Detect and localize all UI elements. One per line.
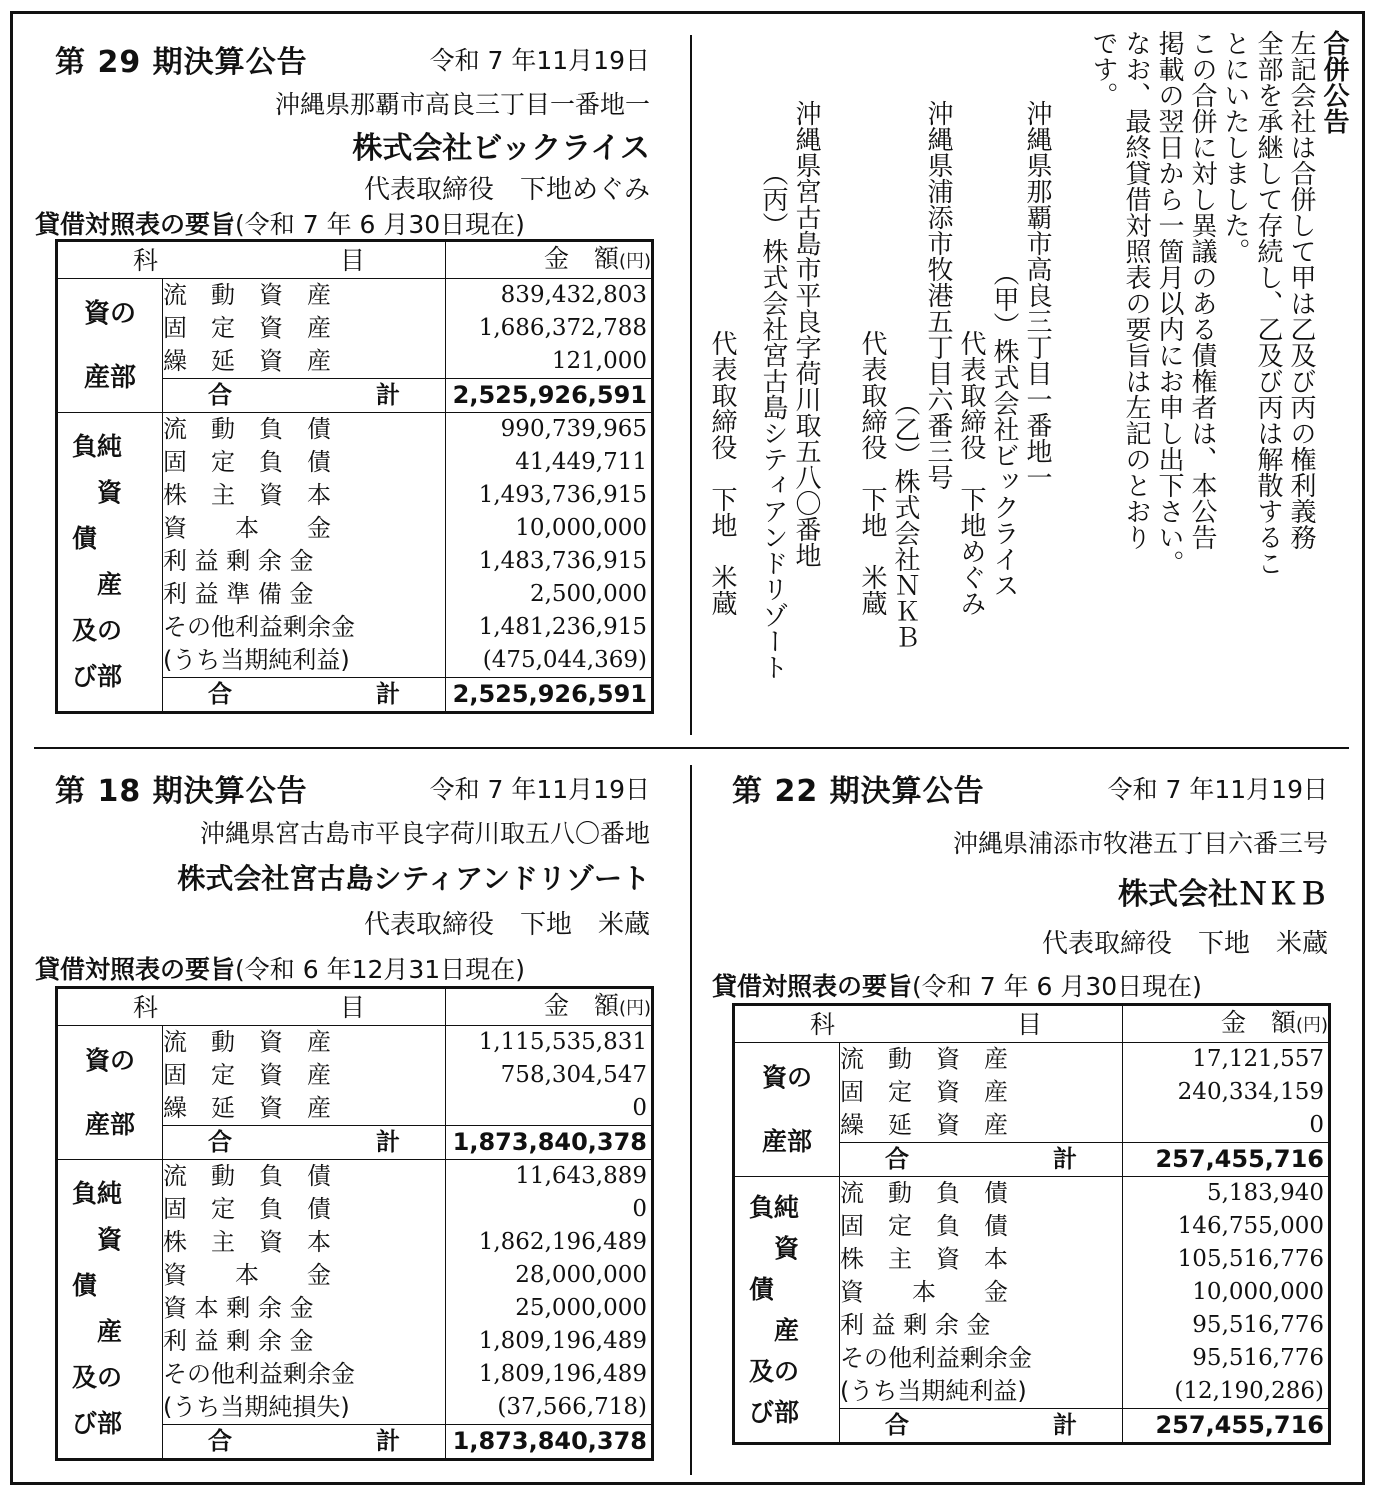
party-a-company: （甲）株式会社ビックライス [989,260,1019,598]
party-a-representative: 代表取締役 下地めぐみ [956,330,986,616]
notice-date: 令和 7 年11月19日 [429,46,650,75]
row-amount: 990,739,965 [500,416,647,442]
row-amount: 1,686,372,788 [478,315,647,341]
row-amount: 25,000,000 [515,1295,647,1321]
merger-text-line: 左記会社は合併して甲は乙及び丙の権利義務 [1286,30,1316,550]
balance-sheet-caption-date: (令和 6 年12月31日現在) [235,955,525,984]
subject-header: 科 目 [57,241,446,279]
merger-text-line: とにいたしました。 [1220,30,1250,264]
table-row [57,413,653,447]
total-label: 合 計 [840,1409,1123,1444]
party-a-address: 沖縄県那覇市高良三丁目一番地一 [1022,100,1052,490]
row-label: 利 益 準 備 金 [163,578,446,611]
merger-text-line: 全部を承継して存続し、乙及び丙は解散するこ [1253,30,1283,576]
balance-sheet-caption-title: 貸借対照表の要旨 [712,972,913,1001]
row-label: 流 動 資 産 [163,279,446,313]
company-name: 株式会社ビックライス [352,131,650,166]
balance-sheet-caption [712,967,1202,1003]
company-address: 沖縄県浦添市牧港五丁目六番三号 [952,829,1328,858]
row-label: 固 定 資 産 [840,1076,1123,1109]
notice-date: 令和 7 年11月19日 [1107,775,1328,804]
merger-text-line: この合併に対し異議のある債権者は、本公告 [1187,30,1217,550]
row-amount: 10,000,000 [515,515,647,541]
balance-sheet-caption-date: (令和 7 年 6 月30日現在) [912,972,1202,1001]
total-label: 合 計 [163,379,446,413]
row-label: 利 益 剰 余 金 [840,1309,1123,1342]
row-amount: 10,000,000 [1192,1279,1324,1305]
merger-text-line: です。 [1088,30,1118,108]
row-amount: 95,516,776 [1192,1345,1324,1371]
row-label: (うち当期純利益) [163,644,446,678]
table-row [57,279,653,313]
assets-section-label: 資の 産部 [57,279,163,413]
notice-title: 第 22 期決算公告 [732,774,985,809]
total-amount: 257,455,716 [1123,1409,1330,1444]
total-amount: 1,873,840,378 [446,1126,653,1160]
liabilities-section-label: 負純 資 債 産 及の び部 [734,1177,840,1444]
row-amount: 2,500,000 [529,581,647,607]
row-label: 資 本 金 [840,1276,1123,1309]
table-header-row [57,241,653,279]
row-amount: 1,809,196,489 [478,1361,647,1387]
settlement-notice-29 [35,37,651,737]
settlement-notice-18 [35,766,651,1481]
amount-header: 金 額(円) [446,241,653,279]
company-address: 沖縄県宮古島市平良字荷川取五八〇番地 [199,819,650,848]
row-amount: 146,755,000 [1177,1213,1324,1239]
balance-sheet-caption-title: 貸借対照表の要旨 [35,210,236,239]
row-label: 流 動 負 債 [840,1177,1123,1211]
row-label: (うち当期純利益) [840,1375,1123,1409]
merger-title: 合併公告 [1319,30,1349,134]
balance-sheet-table [55,239,654,714]
party-c-address: 沖縄県宮古島市平良字荷川取五八〇番地 [791,100,821,568]
company-name: 株式会社ＮＫＢ [1118,877,1328,912]
row-label: 株 主 資 本 [163,1226,446,1259]
amount-header: 金 額(円) [446,988,653,1026]
assets-section-label: 資の 産部 [57,1026,163,1160]
subject-header: 科 目 [734,1005,1123,1043]
total-amount: 1,873,840,378 [446,1425,653,1460]
representative: 代表取締役 下地 米蔵 [363,910,650,940]
row-label: 固 定 負 債 [163,446,446,479]
row-amount: 121,000 [551,348,647,374]
notice-title: 第 18 期決算公告 [55,774,308,809]
merger-text-line: 掲載の翌日から一箇月以内にお申し出下さい。 [1154,30,1184,576]
row-label: 流 動 負 債 [163,1160,446,1194]
row-label: (うち当期純損失) [163,1391,446,1425]
row-label: その他利益剰余金 [163,611,446,644]
horizontal-divider [34,747,1349,749]
row-label: その他利益剰余金 [840,1342,1123,1375]
row-amount: 0 [632,1196,647,1222]
balance-sheet-table [55,986,654,1461]
row-amount: (475,044,369) [482,647,647,673]
table-header-row [734,1005,1330,1043]
row-amount: 41,449,711 [515,449,647,475]
row-amount: 758,304,547 [500,1062,647,1088]
notice-title: 第 29 期決算公告 [55,45,308,80]
company-address: 沖縄県那覇市高良三丁目一番地一 [274,90,650,119]
row-label: 固 定 負 債 [840,1210,1123,1243]
balance-sheet-table [732,1003,1331,1445]
vertical-divider-top [690,35,692,735]
liabilities-section-label: 負純 資 債 産 及の び部 [57,1160,163,1460]
row-label: 繰 延 資 産 [163,345,446,379]
total-amount: 2,525,926,591 [446,379,653,413]
total-label: 合 計 [163,1425,446,1460]
party-b-representative: 代表取締役 下地 米蔵 [857,330,887,616]
row-amount: 105,516,776 [1177,1246,1324,1272]
row-label: 利 益 剰 余 金 [163,545,446,578]
liabilities-section-label: 負純 資 債 産 及の び部 [57,413,163,713]
row-amount: 17,121,557 [1192,1046,1324,1072]
row-label: 利 益 剰 余 金 [163,1325,446,1358]
row-amount: 1,115,535,831 [478,1029,647,1055]
table-row [734,1043,1330,1077]
table-header-row [57,988,653,1026]
row-label: 流 動 負 債 [163,413,446,447]
row-amount: 1,481,236,915 [478,614,647,640]
row-label: 繰 延 資 産 [840,1109,1123,1143]
total-amount: 2,525,926,591 [446,678,653,713]
amount-header: 金 額(円) [1123,1005,1330,1043]
row-amount: 240,334,159 [1177,1079,1324,1105]
party-c-representative: 代表取締役 下地 米蔵 [707,330,737,616]
merger-notice [705,30,1350,735]
total-label: 合 計 [163,678,446,713]
total-label: 合 計 [840,1143,1123,1177]
settlement-notice-22 [712,766,1328,1466]
vertical-divider-bottom [690,765,692,1475]
row-label: 固 定 負 債 [163,1193,446,1226]
balance-sheet-caption [35,205,525,241]
party-b-company: （乙）株式会社ＮＫＢ [890,390,920,650]
row-label: 資 本 剰 余 金 [163,1292,446,1325]
row-amount: 839,432,803 [500,282,647,308]
row-label: 流 動 資 産 [163,1026,446,1060]
subject-header: 科 目 [57,988,446,1026]
row-amount: 95,516,776 [1192,1312,1324,1338]
row-amount: 1,493,736,915 [478,482,647,508]
row-label: 資 本 金 [163,1259,446,1292]
representative: 代表取締役 下地 米蔵 [1041,929,1328,959]
row-amount: 1,809,196,489 [478,1328,647,1354]
row-amount: 1,483,736,915 [478,548,647,574]
balance-sheet-caption-title: 貸借対照表の要旨 [35,955,236,984]
table-row [57,1026,653,1060]
row-amount: 5,183,940 [1206,1180,1324,1206]
row-label: その他利益剰余金 [163,1358,446,1391]
row-amount: (12,190,286) [1174,1378,1324,1404]
row-amount: 0 [632,1095,647,1121]
total-label: 合 計 [163,1126,446,1160]
row-label: 固 定 資 産 [163,1059,446,1092]
row-label: 流 動 資 産 [840,1043,1123,1077]
row-label: 株 主 資 本 [163,479,446,512]
row-label: 資 本 金 [163,512,446,545]
total-amount: 257,455,716 [1123,1143,1330,1177]
representative: 代表取締役 下地めぐみ [363,175,650,205]
table-row [734,1177,1330,1211]
row-label: 固 定 資 産 [163,312,446,345]
assets-section-label: 資の 産部 [734,1043,840,1177]
row-label: 繰 延 資 産 [163,1092,446,1126]
balance-sheet-caption-date: (令和 7 年 6 月30日現在) [235,210,525,239]
party-b-address: 沖縄県浦添市牧港五丁目六番三号 [923,100,953,490]
balance-sheet-caption [35,950,525,986]
row-amount: 1,862,196,489 [478,1229,647,1255]
row-label: 株 主 資 本 [840,1243,1123,1276]
row-amount: 11,643,889 [515,1163,647,1189]
row-amount: 28,000,000 [515,1262,647,1288]
row-amount: (37,566,718) [497,1394,647,1420]
merger-text-line: なお、最終貸借対照表の要旨は左記のとおり [1121,30,1151,550]
party-c-company: （丙）株式会社宮古島シティアンドリゾート [758,160,788,680]
table-row [57,1160,653,1194]
notice-date: 令和 7 年11月19日 [429,775,650,804]
row-amount: 0 [1309,1112,1324,1138]
company-name: 株式会社宮古島シティアンドリゾート [177,862,650,895]
